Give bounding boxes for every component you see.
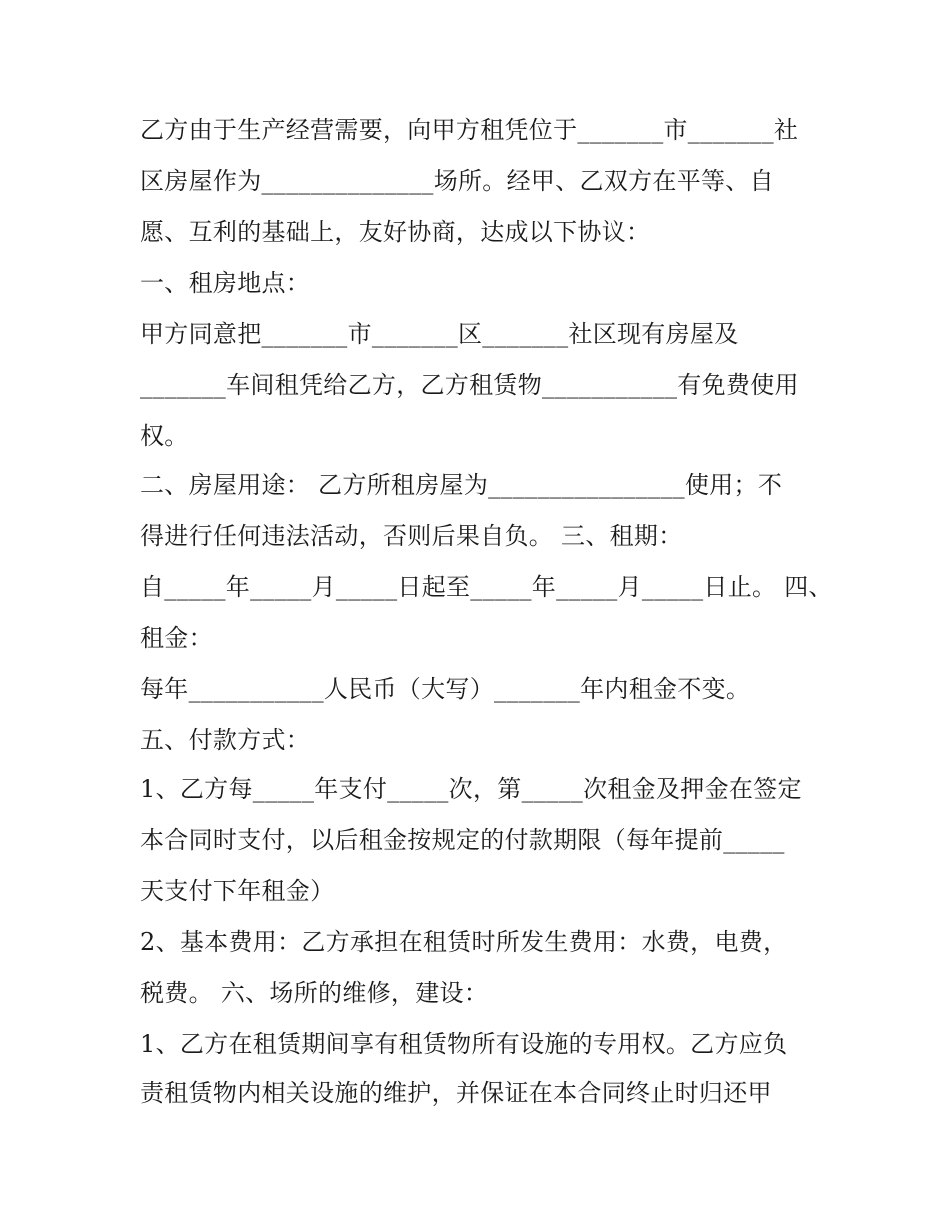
text-line-16: 天支付下年租金） (140, 877, 335, 905)
text-line-2: 区房屋作为______________场所。经甲、乙双方在平等、自 (140, 167, 774, 195)
text-line-20: 责租赁物内相关设施的维护，并保证在本合同终止时归还甲 (140, 1079, 772, 1107)
section-heading-1: 一、租房地点： (140, 269, 311, 297)
section-heading-5: 五、付款方式： (140, 726, 311, 754)
text-line-15: 本合同时支付，以后租金按规定的付款期限（每年提前_____ (140, 826, 785, 854)
text-line-7: 权。 (140, 422, 189, 450)
section-heading-2: 二、房屋用途： 乙方所租房屋为________________使用；不 (140, 471, 783, 499)
text-line-14: 1、乙方每_____年支付_____次，第_____次租金及押金在签定 (140, 775, 802, 803)
text-line-19: 1、乙方在租赁期间享有租赁物所有设施的专用权。乙方应负 (140, 1030, 788, 1058)
text-line-11: 租金： (140, 624, 213, 652)
text-line-10: 自_____年_____月_____日起至_____年_____月_____日止。 四、 (140, 573, 833, 601)
text-line-5: 甲方同意把_______市_______区_______社区现有房屋及 (140, 320, 739, 348)
text-line-9: 得进行任何违法活动，否则后果自负。 三、租期： (140, 522, 683, 550)
text-line-1: 乙方由于生产经营需要，向甲方租凭位于_______市_______社 (140, 116, 799, 144)
text-line-6: _______车间租凭给乙方，乙方租赁物___________有免费使用 (140, 371, 799, 399)
text-line-3: 愿、互利的基础上，友好协商，达成以下协议： (140, 218, 651, 246)
text-line-18: 税费。 六、场所的维修，建设： (140, 979, 489, 1007)
text-line-12: 每年___________人民币（大写）_______年内租金不变。 (140, 675, 751, 703)
text-line-17: 2、基本费用：乙方承担在租赁时所发生费用：水费，电费， (140, 928, 788, 956)
